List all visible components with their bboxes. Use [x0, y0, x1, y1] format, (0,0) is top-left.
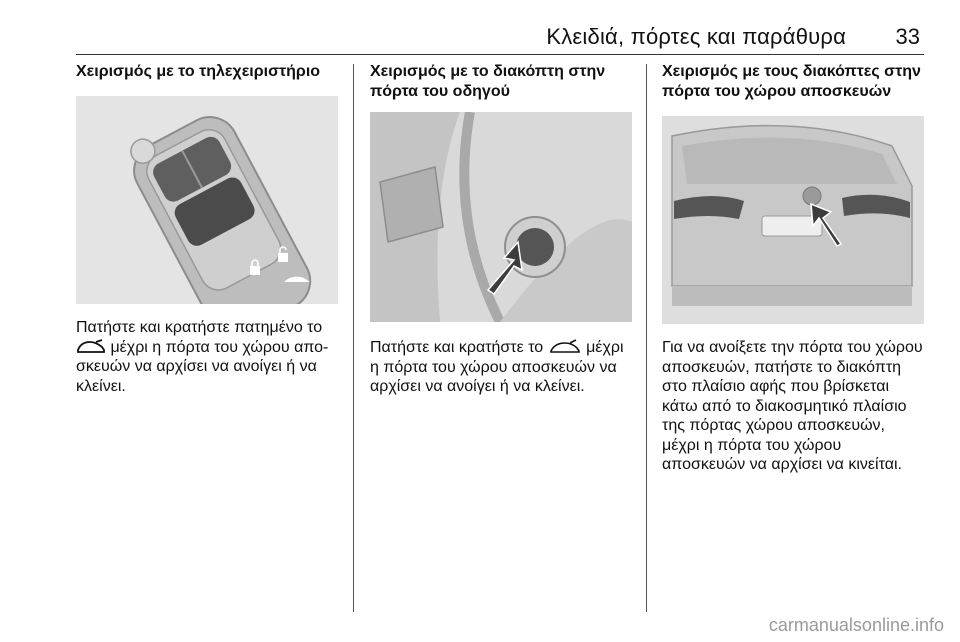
watermark: carmanualsonline.info — [768, 615, 944, 635]
tailgate-illustration — [662, 116, 924, 324]
column-driver-door-switch — [370, 62, 632, 102]
key-fob-illustration — [76, 96, 338, 304]
page-title: Κλειδιά, πόρτες και παράθυρα — [546, 24, 846, 49]
driver-door-illustration — [370, 112, 632, 322]
trunk-switch-icon — [548, 339, 582, 355]
column-remote-control — [76, 62, 338, 82]
column-divider — [646, 64, 647, 612]
door-switch-instructions: Πατήστε και κρατήστε το μέχρι η πόρτα του χώρου αποσκευών να αρχίσει να ανοίγει ή να κλείνει. — [370, 339, 624, 395]
section-heading: Χειρισμός με το τηλεχειριστήριο — [76, 63, 321, 80]
page-number: 33 — [895, 24, 920, 49]
section-heading: Χειρισμός με το διακόπτη στην πόρτα του οδηγού — [370, 63, 606, 100]
remote-instructions: Πατήστε και κρατήστε πατημένο το μέχρι η πόρτα του χώρου αποσκευών να αρχίσει να ανοίγει ή να κλείνει. — [76, 319, 329, 395]
tailgate-instructions: Για να ανοίξετε την πόρτα του χώρου αποσκευών, πατήστε το διακόπτη στο πλαίσιο αφής που βρίσκεται κάτω από το διακοσμητικό πλαίσιο της πόρτας χώρου αποσκευών, μέχρι η πόρτα του χώρου αποσκευών να αρχίσει να κινείται. — [662, 339, 923, 473]
column-divider — [353, 64, 354, 612]
column-tailgate-switch — [662, 62, 924, 102]
car-trunk-icon — [76, 339, 106, 355]
section-heading: Χειρισμός με τους διακόπτες στην πόρτα του χώρου αποσκευών — [662, 63, 921, 100]
page-header — [76, 0, 924, 55]
